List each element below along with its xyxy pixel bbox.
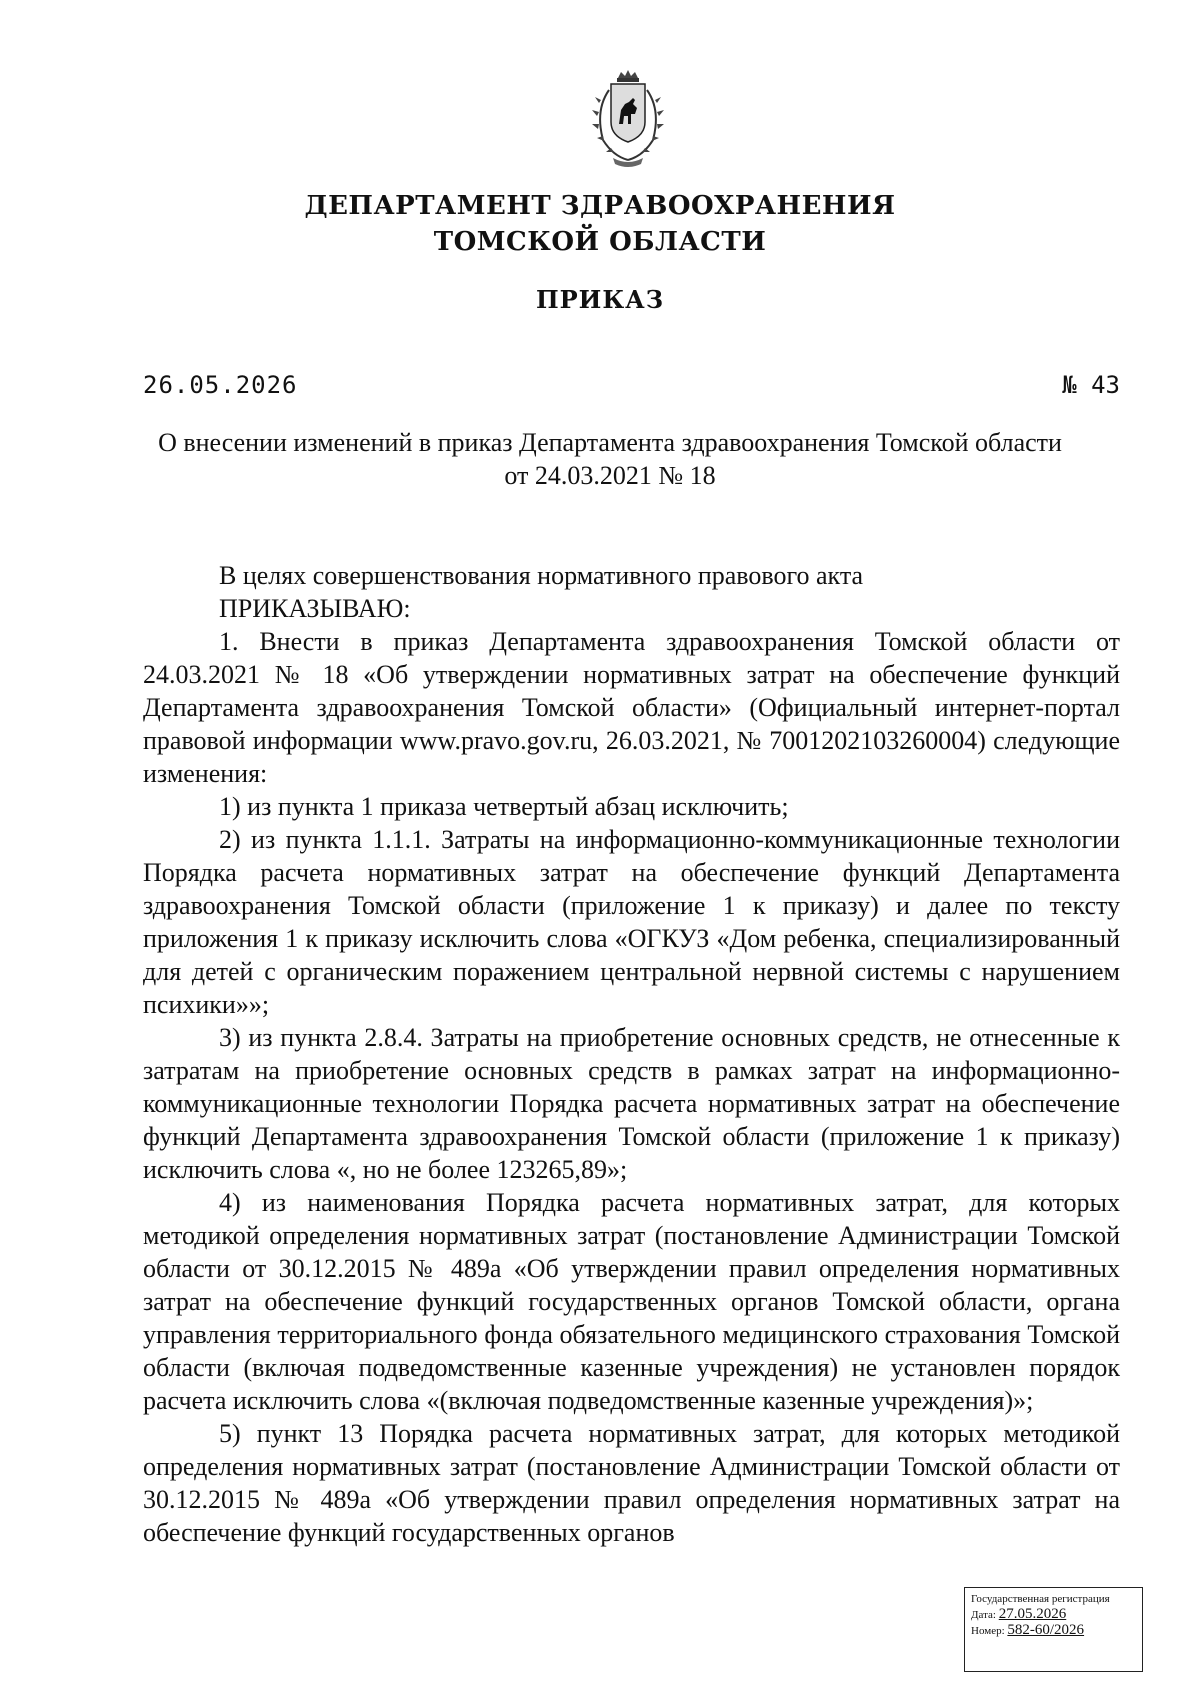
registration-number-label: Номер: bbox=[971, 1625, 1005, 1637]
order-number: № 43 bbox=[1062, 371, 1120, 399]
registration-number-value: 582-60/2026 bbox=[1007, 1622, 1085, 1638]
department-title-line2: ТОМСКОЙ ОБЛАСТИ bbox=[433, 227, 767, 257]
registration-title: Государственная регистрация bbox=[971, 1593, 1110, 1605]
registration-stamp bbox=[964, 1587, 1143, 1672]
body-paragraph-subitem-2: 2) из пункта 1.1.1. Затраты на информационно-коммуникационные технологии Порядка расчета нормативных затрат на обеспечение функций Департамента здравоохранения Томской области (приложение 1 к приказу) и далее по тексту приложения 1 к приказу исключить слова «ОГКУЗ «Дом ребенка, специализированный для детей с органическим поражением центральной нервной системы с нарушением психики»»; bbox=[143, 825, 1120, 1019]
body-paragraph-purpose: В целях совершенствования нормативного правового акта bbox=[219, 561, 864, 590]
body-paragraph-subitem-5: 5) пункт 13 Порядка расчета нормативных затрат, для которых методикой определения нормативных затрат (постановление Администрации Томской области от 30.12.2015 № 489а «Об утверждении правил определения нормативных затрат на обеспечение функций государственных органов bbox=[143, 1419, 1120, 1547]
body-paragraph-subitem-3: 3) из пункта 2.8.4. Затраты на приобретение основных средств, не отнесенные к затратам на приобретение основных средств в рамках затрат на информационно-коммуникационные технологии Порядка расчета нормативных затрат на обеспечение функций Департамента здравоохранения Томской области (приложение 1 к приказу) исключить слова «, но не более 123265,89»; bbox=[143, 1023, 1120, 1184]
order-body bbox=[143, 559, 1120, 1549]
body-paragraph-subitem-4: 4) из наименования Порядка расчета нормативных затрат, для которых методикой определения нормативных затрат (постановление Администрации Томской области от 30.12.2015 № 489а «Об утверждении правил определения нормативных затрат на обеспечение функций государственных органов Томской области, органа управления территориального фонда обязательного медицинского страхования Томской области (включая подведомственные казенные учреждения) не установлен порядок расчета исключить слова «(включая подведомственные казенные учреждения)»; bbox=[143, 1188, 1120, 1415]
registration-date-row bbox=[971, 1607, 1136, 1623]
registration-date-value: 27.05.2026 bbox=[998, 1606, 1067, 1622]
body-paragraph-subitem-1: 1) из пункта 1 приказа четвертый абзац исключить; bbox=[219, 792, 789, 821]
document-type-title: ПРИКАЗ bbox=[535, 285, 665, 314]
tomsk-region-coat-of-arms-icon bbox=[573, 70, 683, 170]
order-date: 26.05.2026 bbox=[143, 371, 298, 399]
registration-number-row bbox=[971, 1623, 1136, 1639]
body-paragraph-order-word: ПРИКАЗЫВАЮ: bbox=[219, 594, 411, 623]
order-subject: О внесении изменений в приказ Департамента здравоохранения Томской области от 24.03.2021 № 18 bbox=[158, 428, 1062, 490]
department-title-line1: ДЕПАРТАМЕНТ ЗДРАВООХРАНЕНИЯ bbox=[304, 191, 896, 221]
registration-date-label: Дата: bbox=[971, 1609, 996, 1621]
body-paragraph-item-1: 1. Внести в приказ Департамента здравоохранения Томской области от 24.03.2021 № 18 «Об утверждении нормативных затрат на обеспечение функций Департамента здравоохранения Томской области» (Официальный интернет-портал правовой информации www.pravo.gov.ru, 26.03.2021, № 7001202103260004) следующие изменения: bbox=[143, 627, 1120, 788]
